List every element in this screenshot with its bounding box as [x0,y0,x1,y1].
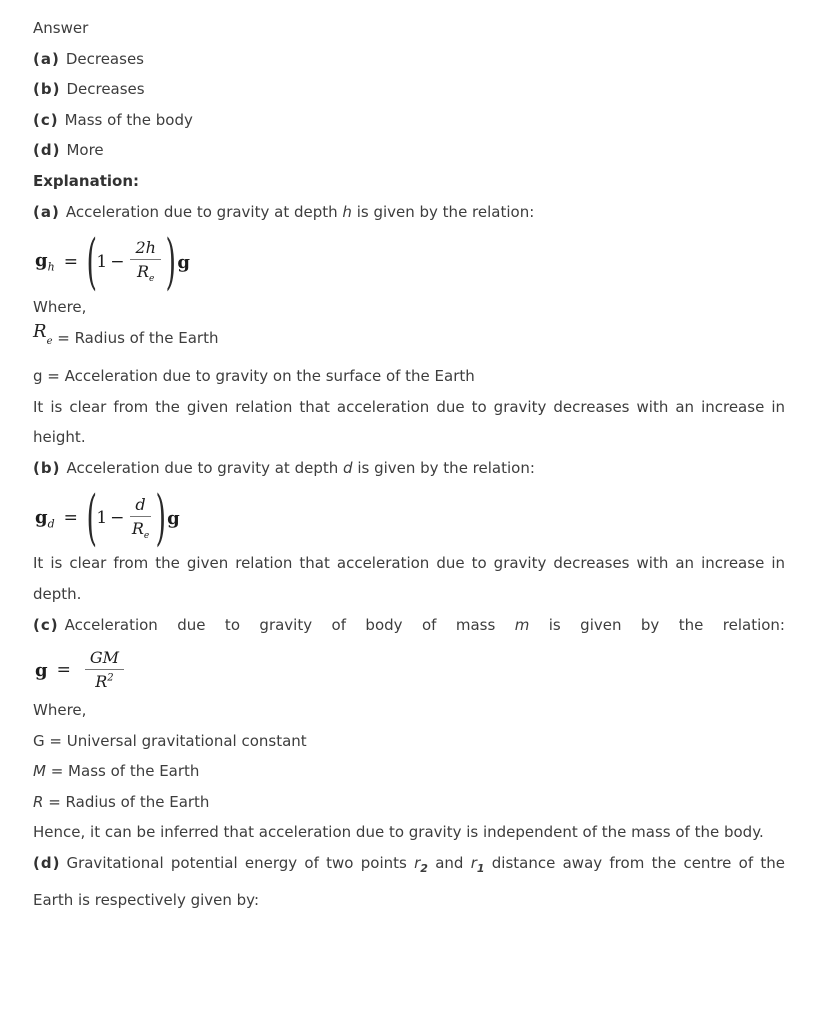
equation-g-depth [35,483,785,554]
equals-sign: = [63,508,78,529]
denominator: $R^2$ [95,672,114,692]
definition-M-text: = Mass of the Earth [45,762,200,781]
re-symbol: $R_e$ [33,320,53,348]
answer-marker-a: (a) [33,49,60,68]
equals-sign: = [63,252,78,273]
answer-item-b [33,74,785,105]
definition-G: G = Universal gravitational constant [33,731,307,750]
equation-g-height [35,227,785,298]
where-label-a: Where, [33,298,87,317]
section-b-marker: (b) [33,458,61,477]
answer-text-a: Decreases [65,49,144,68]
section-a-intro-pre: Acceleration due to gravity at depth [65,202,343,221]
answer-marker-b: (b) [33,80,61,99]
variable-r1: $r_1$ [470,854,485,876]
fraction-d-re [130,495,150,542]
left-paren: ( [86,483,97,554]
equals-sign: = [56,660,71,681]
section-d-intro [33,848,785,915]
section-c-marker: (c) [33,615,59,634]
answer-marker-d: (d) [33,141,61,160]
explanation-heading: Explanation: [33,171,140,190]
numerator: 2h [130,238,160,260]
answer-text-d: More [66,141,104,160]
answer-item-c [33,105,785,136]
left-paren: ( [86,227,97,298]
section-d-marker: (d) [33,854,61,873]
g-symbol: g [167,507,180,529]
minus-sign: − [110,252,125,273]
fraction-2h-re [130,238,160,285]
one-term: 1 [96,252,108,273]
definition-re-text: = Radius of the Earth [52,328,219,347]
section-d-mid: and [427,854,471,873]
section-c-intro-pre: Acceleration due to gravity of body of mass [64,615,515,634]
answer-marker-c: (c) [33,110,59,129]
variable-r2: $r_2$ [414,854,428,876]
variable-M: M [33,762,46,781]
answer-text-c: Mass of the body [64,110,193,129]
numerator: GM [85,648,124,670]
fraction-gm-r2 [85,648,124,692]
variable-h: h [342,202,352,221]
definition-g: g = Acceleration due to gravity on the surface of the Earth [33,366,475,385]
g-symbol: g [177,251,190,273]
section-c-intro-post: is given by the relation: [529,615,785,634]
section-b-intro [33,453,785,484]
minus-sign: − [110,508,125,529]
section-c-conclusion: Hence, it can be inferred that acceleration due to gravity is independent of the mass of the body. [33,823,764,842]
answer-heading: Answer [33,19,89,37]
definition-R-text: = Radius of the Earth [43,792,210,811]
section-a-marker: (a) [33,202,60,221]
g-d-symbol: $g_d$ [35,506,55,530]
right-paren: ) [165,227,176,298]
definition-R [33,787,785,818]
where-label-c: Where, [33,701,87,720]
section-c-intro [33,610,785,641]
section-b-conclusion: It is clear from the given relation that acceleration due to gravity decreases with an increase in depth. [33,554,785,603]
variable-R: R [33,792,44,811]
answer-item-d [33,135,785,166]
equation-g-gm-r2 [35,648,785,692]
answer-item-a [33,44,785,75]
section-d-intro-post: distance away from the centre of the Earth is respectively given by: [33,854,785,909]
numerator: d [130,495,150,517]
definition-M [33,756,785,787]
section-b-intro-post: is given by the relation: [352,458,535,477]
section-d-intro-pre: Gravitational potential energy of two points [66,854,415,873]
section-b-intro-pre: Acceleration due to gravity at depth [66,458,344,477]
section-a-conclusion: It is clear from the given relation that acceleration due to gravity decreases with an increase in height. [33,397,785,447]
denominator: $R_e$ [131,518,150,541]
variable-d: d [343,458,353,477]
answer-text-b: Decreases [66,80,145,99]
section-a-intro-post: is given by the relation: [351,202,535,221]
g-h-symbol: $g_h$ [35,250,55,274]
g-symbol: g [35,659,48,681]
variable-m: m [514,615,530,634]
section-a-intro [33,197,785,228]
one-term: 1 [96,508,108,529]
denominator: $R_e$ [136,262,155,285]
right-paren: ) [155,483,166,554]
definition-re [33,320,785,361]
